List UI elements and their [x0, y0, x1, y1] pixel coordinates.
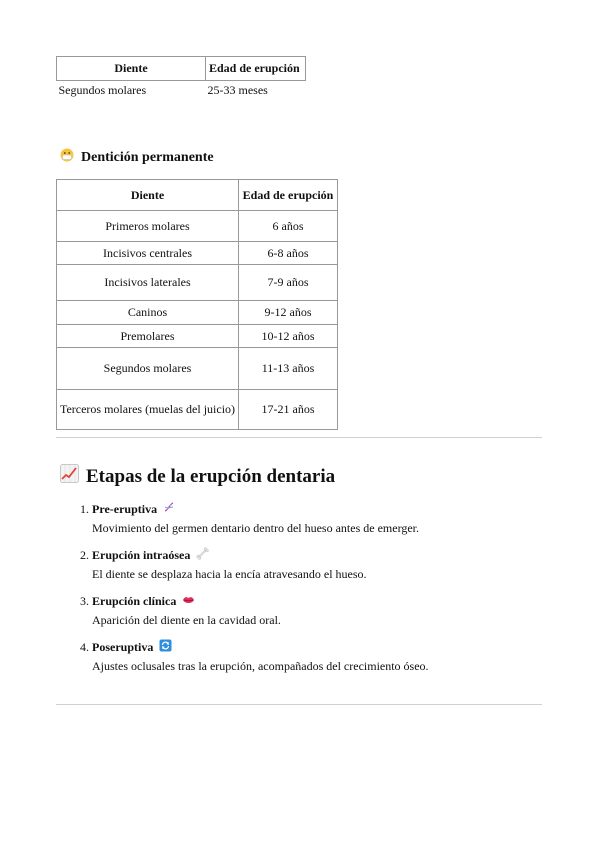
- table-row: [57, 301, 338, 325]
- horizontal-rule: [56, 437, 542, 438]
- table-header: Edad de erupción: [239, 180, 338, 211]
- stage-description: Ajustes oclusales tras la erupción, acompañados del crecimiento óseo.: [92, 659, 429, 673]
- table-header: Edad de erupción: [206, 57, 306, 81]
- table-row: [57, 81, 306, 101]
- eruption-table-permanent: [56, 179, 338, 430]
- stage-title: 3. Erupción clínica: [92, 593, 177, 608]
- table-row: [57, 242, 338, 265]
- stage-title: 2. Erupción intraósea: [92, 547, 191, 562]
- table-header: Diente: [57, 180, 239, 211]
- table-row: [57, 390, 338, 430]
- lips-icon: [182, 594, 195, 609]
- eruption-table-primary: [56, 56, 306, 100]
- section-heading-permanent: [60, 148, 214, 167]
- horizontal-rule: [56, 704, 542, 705]
- table-cell: Segundos molares: [58, 83, 147, 97]
- face-mask-icon: [60, 148, 74, 167]
- list-item: [92, 546, 552, 582]
- stage-description: Movimiento del germen dentario dentro del hueso antes de emerger.: [92, 521, 420, 535]
- table-row: [57, 348, 338, 390]
- chart-increasing-icon: [60, 464, 79, 489]
- stage-title: 4. Poseruptiva: [92, 639, 154, 654]
- table-row: [57, 325, 338, 348]
- table-cell: Premolares: [57, 325, 239, 348]
- stage-description: El diente se desplaza hacia la encía atravesando el hueso.: [92, 567, 367, 581]
- table-cell: Terceros molares (muelas del juicio): [57, 390, 239, 430]
- section-heading-text: Etapas de la erupción dentaria: [86, 465, 336, 487]
- table-cell: Incisivos centrales: [57, 242, 239, 265]
- stages-list: [78, 500, 552, 684]
- table-cell: Incisivos laterales: [57, 265, 239, 301]
- table-cell: 6 años: [239, 211, 338, 242]
- table-cell: 10-12 años: [239, 325, 338, 348]
- table-cell: 25-33 meses: [207, 83, 268, 97]
- section-heading-stages: [60, 464, 335, 489]
- table-cell: Caninos: [57, 301, 239, 325]
- list-item: [92, 592, 552, 628]
- table-header: Diente: [57, 57, 206, 81]
- table-header-row: [57, 57, 306, 81]
- repeat-button-icon: [159, 639, 172, 656]
- table-cell: Primeros molares: [57, 211, 239, 242]
- table-cell: 9-12 años: [239, 301, 338, 325]
- list-item: [92, 638, 552, 674]
- table-cell: 17-21 años: [239, 390, 338, 430]
- table-cell: Segundos molares: [57, 348, 239, 390]
- bone-icon: [196, 547, 209, 564]
- table-row: [57, 211, 338, 242]
- table-cell: 11-13 años: [239, 348, 338, 390]
- list-item: [92, 500, 552, 536]
- stage-title: 1. Pre-eruptiva: [92, 501, 158, 516]
- table-row: [57, 265, 338, 301]
- section-heading-text: Dentición permanente: [81, 149, 214, 165]
- dna-icon: [163, 501, 175, 517]
- table-cell: 7-9 años: [239, 265, 338, 301]
- table-cell: 6-8 años: [239, 242, 338, 265]
- table-header-row: [57, 180, 338, 211]
- stage-description: Aparición del diente en la cavidad oral.: [92, 613, 281, 627]
